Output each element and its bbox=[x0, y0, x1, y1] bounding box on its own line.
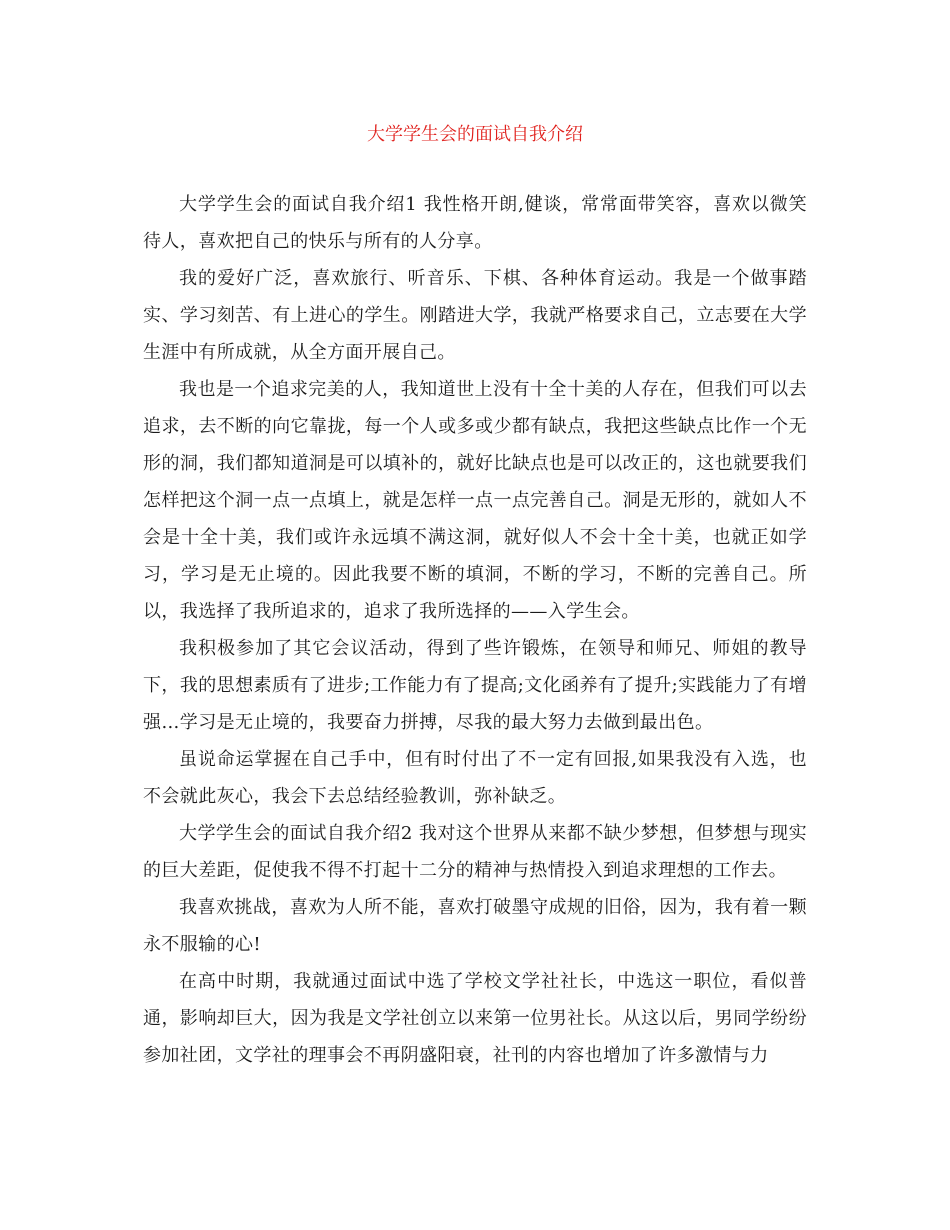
paragraph-3: 我也是一个追求完美的人，我知道世上没有十全十美的人存在，但我们可以去追求，去不断的向它靠拢，每一个人或多或少都有缺点，我把这些缺点比作一个无形的洞，我们都知道洞是可以填补的，就好比缺点也是可以改正的，这也就要我们怎样把这个洞一点一点填上，就是怎样一点一点完善自己。洞是无形的，就如人不会是十全十美，我们或许永远填不满这洞，就好似人不会十全十美，也就正如学习，学习是无止境的。因此我要不断的填洞，不断的学习，不断的完善自己。所以，我选择了我所追求的，追求了我所选择的——入学生会。 bbox=[143, 379, 807, 622]
paragraph-2: 我的爱好广泛，喜欢旅行、听音乐、下棋、各种体育运动。我是一个做事踏实、学习刻苦、有上进心的学生。刚踏进大学，我就严格要求自己，立志要在大学生涯中有所成就，从全方面开展自己。 bbox=[143, 268, 807, 363]
document-title: 大学学生会的面试自我介绍 bbox=[367, 124, 583, 145]
paragraph-8: 在高中时期，我就通过面试中选了学校文学社社长，中选这一职位，看似普通，影响却巨大，因为我是文学社创立以来第一位男社长。从这以后，男同学纷纷参加社团，文学社的理事会不再阴盛阳衰，社刊的内容也增加了许多激情与力 bbox=[143, 971, 807, 1066]
paragraph-5: 虽说命运掌握在自己手中，但有时付出了不一定有回报,如果我没有入选，也不会就此灰心，我会下去总结经验教训，弥补缺乏。 bbox=[143, 749, 807, 807]
paragraph-4: 我积极参加了其它会议活动，得到了些许锻炼，在领导和师兄、师姐的教导下，我的思想素质有了进步;工作能力有了提高;文化函养有了提升;实践能力了有增强…学习是无止境的，我要奋力拼搏，尽我的最大努力去做到最出色。 bbox=[143, 638, 807, 733]
paragraph-6: 大学学生会的面试自我介绍2 我对这个世界从来都不缺少梦想，但梦想与现实的巨大差距，促使我不得不打起十二分的精神与热情投入到追求理想的工作去。 bbox=[143, 823, 807, 881]
paragraph-7: 我喜欢挑战，喜欢为人所不能，喜欢打破墨守成规的旧俗，因为，我有着一颗永不服输的心! bbox=[143, 897, 807, 955]
document-body bbox=[143, 186, 807, 1074]
paragraph-1: 大学学生会的面试自我介绍1 我性格开朗,健谈，常常面带笑容，喜欢以微笑待人，喜欢把自己的快乐与所有的人分享。 bbox=[143, 194, 807, 252]
